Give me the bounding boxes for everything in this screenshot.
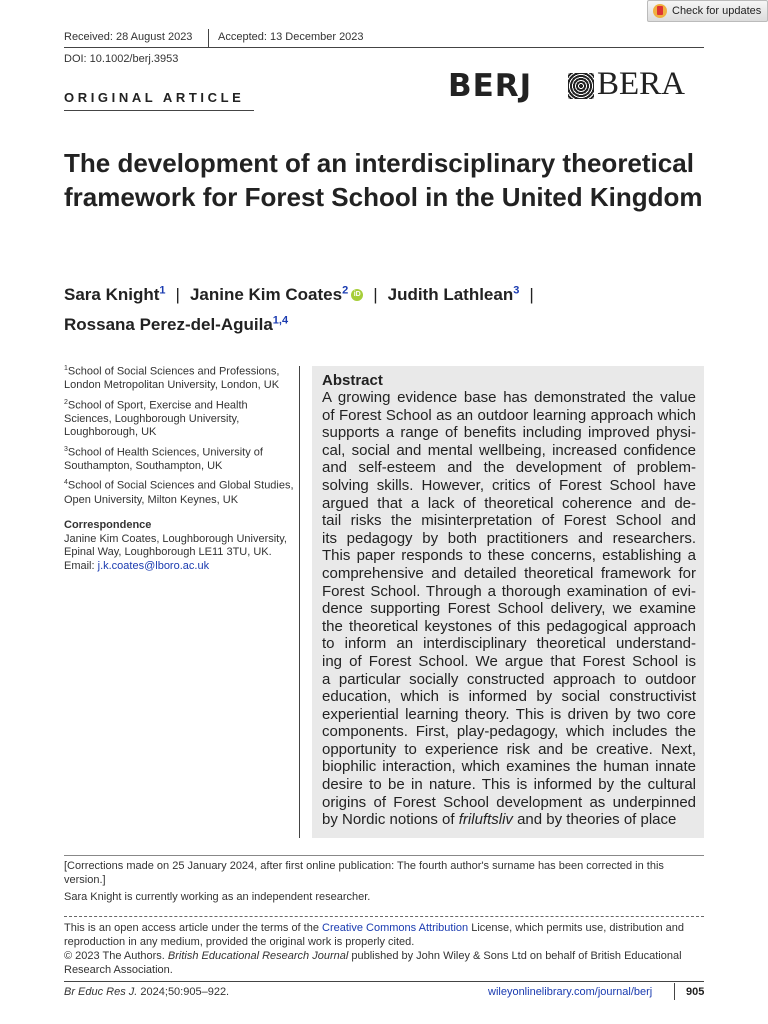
article-title: The development of an interdisciplinary theoretical framework for Forest School in the United Kingdom bbox=[64, 148, 703, 212]
author-list: Sara Knight$^1$ | Janine Kim Coates$^2$ iD | Judith Lathlean$^3$ | Rossana Perez-del-Aguila$^{1,4}$ bbox=[64, 284, 534, 335]
abstract-line: experiential learning theory. This is driven by two core bbox=[322, 705, 696, 723]
abstract-line: dence supporting Forest School delivery, we examine bbox=[322, 600, 696, 618]
affiliation: $^1$School of Social Sciences and Professions, London Metropolitan University, London, UK bbox=[64, 365, 280, 392]
footer-divider bbox=[674, 983, 675, 1000]
abstract-line: biophilic interaction, which examines the human innate bbox=[322, 758, 696, 776]
berj-logo: BERJ bbox=[448, 68, 533, 104]
doi: DOI: 10.1002/berj.3953 bbox=[64, 53, 179, 65]
footer-rule bbox=[64, 981, 704, 982]
abstract-text bbox=[322, 389, 696, 811]
license-rule bbox=[64, 916, 704, 917]
check-updates-label: Check for updates bbox=[672, 5, 762, 17]
author[interactable]: Judith Lathlean$^3$ bbox=[387, 284, 520, 304]
corrections-note: [Corrections made on 25 January 2024, after first online publication: The fourth author's surname has been corrected in this version.] bbox=[64, 860, 664, 886]
bera-emblem-icon bbox=[568, 73, 594, 99]
abstract-line: opportunity to experience risk and be creative. Next, bbox=[322, 740, 696, 758]
affiliations bbox=[64, 362, 294, 576]
abstract-heading: Abstract bbox=[322, 372, 383, 389]
abstract-line: argued that a lack of theoretical coherence and de- bbox=[322, 494, 696, 512]
abstract-line: its pedagogy by both practitioners and researchers. bbox=[322, 529, 696, 547]
abstract-line: a particular socially constructed approach to outdoor bbox=[322, 670, 696, 688]
abstract-line: A growing evidence base has demonstrated the value bbox=[322, 389, 696, 406]
header-rule bbox=[64, 47, 704, 48]
author[interactable]: Rossana Perez-del-Aguila$^{1,4}$ bbox=[64, 314, 289, 335]
author-note: Sara Knight is currently working as an independent researcher. bbox=[64, 891, 371, 903]
author[interactable]: Janine Kim Coates$^2$ bbox=[189, 284, 349, 304]
cc-license-link[interactable]: Creative Commons Attribution bbox=[322, 922, 469, 934]
affiliation: $^2$School of Sport, Exercise and Health Sciences, Loughborough University, Loughborough, UK bbox=[64, 398, 248, 439]
journal-url-link[interactable]: wileyonlinelibrary.com/journal/berj bbox=[488, 986, 653, 998]
abstract-line: Forest School. Through a thorough examination of evi- bbox=[322, 582, 696, 600]
abstract-line: supports a range of benefits including improved physi- bbox=[322, 424, 696, 442]
orcid-icon[interactable]: iD bbox=[351, 289, 363, 301]
section-label: ORIGINAL ARTICLE bbox=[64, 90, 245, 105]
email-link[interactable]: j.k.coates@lboro.ac.uk bbox=[97, 559, 210, 572]
abstract-line: solving skills. However, critics of Forest School have bbox=[322, 476, 696, 494]
bera-logo: BERA bbox=[597, 66, 686, 102]
bookmark-icon bbox=[653, 4, 667, 18]
abstract-line: tail risks the misinterpretation of Forest School and bbox=[322, 512, 696, 530]
author[interactable]: Sara Knight$^1$ bbox=[64, 284, 166, 304]
license-text: This is an open access article under the terms of the Creative Commons Attribution License, which permits use, distribution and reproduction in any medium, provided the original work is properly cited. © 2023 The Authors. British Educational Research Journal published by John Wiley & Sons Ltd on behalf of British Educational Research Association. bbox=[64, 922, 684, 976]
abstract-line: of Forest School as an outdoor learning approach which bbox=[322, 406, 696, 424]
footnote-rule bbox=[64, 855, 704, 856]
abstract-line: education, which is informed by social constructivist bbox=[322, 688, 696, 706]
accepted-date: Accepted: 13 December 2023 bbox=[218, 31, 364, 43]
date-divider bbox=[208, 29, 209, 47]
correspondence-heading: Correspondence bbox=[64, 519, 152, 532]
abstract-line: the theoretical keystones of this pedagogical approach bbox=[322, 617, 696, 635]
abstract-line: origins of Forest School development as underpinned bbox=[322, 793, 696, 811]
abstract-line: to inform an interdisciplinary theoretical understand- bbox=[322, 635, 696, 653]
abstract-box bbox=[312, 366, 704, 838]
citation: Br Educ Res J. 2024;50:905–922. bbox=[64, 986, 230, 998]
received-date: Received: 28 August 2023 bbox=[64, 31, 193, 43]
section-rule bbox=[64, 110, 254, 111]
abstract-divider bbox=[299, 366, 300, 838]
abstract-line: ing of Forest School. We argue that Forest School is bbox=[322, 652, 696, 670]
abstract-line: desire to be in nature. This is informed by the cultural bbox=[322, 776, 696, 794]
affiliation: $^3$School of Health Sciences, University of Southampton, Southampton, UK bbox=[64, 445, 263, 472]
affiliation: $^4$School of Social Sciences and Global Studies, Open University, Milton Keynes, UK bbox=[64, 479, 294, 506]
abstract-line: comprehensive and detailed theoretical framework for bbox=[322, 564, 696, 582]
abstract-line: This paper responds to these concerns, establishing a bbox=[322, 547, 696, 565]
check-for-updates-button[interactable] bbox=[647, 0, 768, 22]
page-number: 905 bbox=[686, 986, 705, 998]
abstract-line: components. First, play-pedagogy, which includes the bbox=[322, 723, 696, 741]
correspondence: Correspondence Janine Kim Coates, Loughborough University, Epinal Way, Loughborough LE11 3TU, UK. Email: j.k.coates@lboro.ac.uk bbox=[64, 519, 287, 572]
abstract-line: by Nordic notions of friluftsliv and by theories of place bbox=[322, 811, 677, 829]
abstract-line: and self-esteem and the development of problem- bbox=[322, 459, 696, 477]
abstract-line: cal, social and mental wellbeing, increased confidence bbox=[322, 441, 696, 459]
